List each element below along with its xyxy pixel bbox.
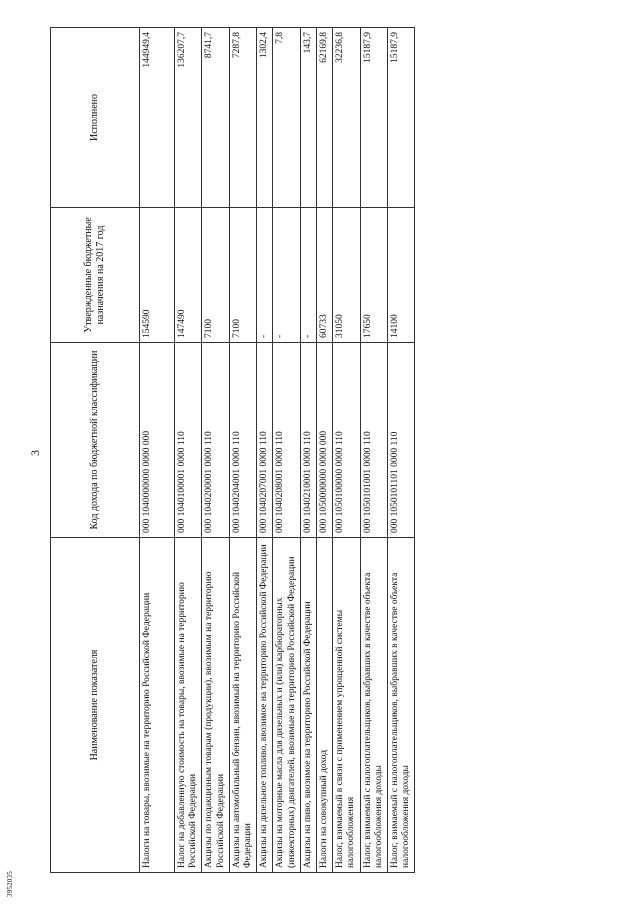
table-row <box>360 28 387 873</box>
row-code: 000 1050100000 0000 110 <box>333 343 360 538</box>
table-row <box>140 28 175 873</box>
row-exec: 143,7 <box>300 28 316 208</box>
row-code: 000 1040204001 0000 110 <box>229 343 256 538</box>
table-row <box>229 28 256 873</box>
budget-table <box>50 27 415 873</box>
row-name: Акцизы на дизельное топливо, ввозимое на территорию Российской Федерации <box>257 538 273 873</box>
row-plan: 147490 <box>175 208 202 343</box>
row-plan: 7100 <box>202 208 229 343</box>
row-exec: 1302,4 <box>257 28 273 208</box>
row-plan: 14100 <box>388 208 415 343</box>
row-plan: - <box>257 208 273 343</box>
table-row <box>300 28 316 873</box>
row-name: Налог, взимаемый с налогоплательщиков, выбравших в качестве объекта налогообложения доходы <box>360 538 387 873</box>
row-plan: 31050 <box>333 208 360 343</box>
table-row <box>333 28 360 873</box>
header-name: Наименование показателя <box>51 538 140 873</box>
row-code: 000 1040208001 0000 110 <box>273 343 300 538</box>
row-name: Налог, взимаемый в связи с применением упрощенной системы налогообложения <box>333 538 360 873</box>
row-code: 000 1040100001 0000 110 <box>175 343 202 538</box>
row-exec: 7,8 <box>273 28 300 208</box>
row-name: Налоги на совокупный доход <box>317 538 333 873</box>
row-name: Акцизы на моторные масла для дизельных и (или) карбюраторных (инжекторных) двигателей, ввозимые на территорию Российской Федерации <box>273 538 300 873</box>
row-exec: 136207,7 <box>175 28 202 208</box>
header-plan: Утвержденные бюджетные назначения на 2017 год <box>51 208 140 343</box>
row-code: 000 1040200001 0000 110 <box>202 343 229 538</box>
row-plan: 60733 <box>317 208 333 343</box>
table-header-row <box>51 28 140 873</box>
row-exec: 15187,9 <box>388 28 415 208</box>
document-code: 3952035 <box>6 871 14 897</box>
table-row <box>273 28 300 873</box>
row-exec: 32236,8 <box>333 28 360 208</box>
table-row <box>202 28 229 873</box>
row-name: Налог на добавленную стоимость на товары, ввозимые на территорию Российской Федерации <box>175 538 202 873</box>
row-name: Налог, взимаемый с налогоплательщиков, выбравших в качестве объекта налогообложения доходы <box>388 538 415 873</box>
row-plan: 17650 <box>360 208 387 343</box>
row-plan: - <box>300 208 316 343</box>
row-code: 000 1040207001 0000 110 <box>257 343 273 538</box>
row-exec: 144949,4 <box>140 28 175 208</box>
row-code: 000 1050000000 0000 000 <box>317 343 333 538</box>
table-row <box>257 28 273 873</box>
row-exec: 15187,9 <box>360 28 387 208</box>
header-exec: Исполнено <box>51 28 140 208</box>
row-exec: 8741,7 <box>202 28 229 208</box>
row-code: 000 1050101001 0000 110 <box>360 343 387 538</box>
row-code: 000 1040000000 0000 000 <box>140 343 175 538</box>
table-row <box>388 28 415 873</box>
row-name: Налоги на товары, ввозимые на территорию Российской Федерации <box>140 538 175 873</box>
row-code: 000 1050101101 0000 110 <box>388 343 415 538</box>
table-row <box>317 28 333 873</box>
table-row <box>175 28 202 873</box>
row-plan: 7100 <box>229 208 256 343</box>
row-name: Акцизы на автомобильный бензин, ввозимый на территорию Российской Федерации <box>229 538 256 873</box>
row-name: Акцизы на пиво, ввозимое на территорию Российской Федерации <box>300 538 316 873</box>
row-code: 000 1040210001 0000 110 <box>300 343 316 538</box>
row-plan: - <box>273 208 300 343</box>
row-exec: 7287,8 <box>229 28 256 208</box>
page-number: 3 <box>28 450 42 456</box>
row-plan: 154590 <box>140 208 175 343</box>
header-code: Код дохода по бюджетной классификации <box>51 343 140 538</box>
row-name: Акцизы по подакцизным товарам (продукции), ввозимым на территорию Российской Федерации <box>202 538 229 873</box>
row-exec: 62169,8 <box>317 28 333 208</box>
